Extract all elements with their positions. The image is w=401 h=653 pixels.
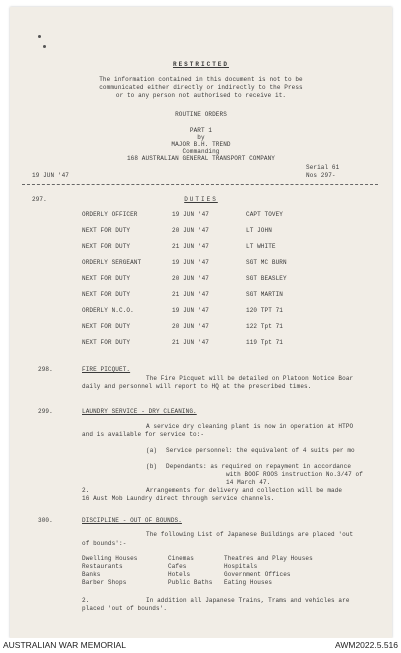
building-type: Theatres and Play Houses — [224, 555, 313, 562]
commanding-text: Commanding — [182, 148, 220, 155]
section-number: 299. — [38, 408, 53, 415]
paragraph-line: Service personnel: the equivalent of 4 suits per mo — [166, 447, 355, 454]
paragraph-line: 14 March 47. — [226, 479, 271, 486]
document-page — [10, 7, 392, 638]
notice-line: or to any person not authorised to receive it. — [115, 92, 287, 99]
duty-date: 19 JUN '47 — [172, 211, 210, 218]
section-number: 298. — [38, 366, 53, 373]
duty-date: 20 JUN '47 — [172, 275, 210, 282]
paragraph-line: daily and personnel will report to HQ at the prescribed times. — [82, 383, 312, 390]
section-title: DUTIES — [184, 196, 218, 203]
paragraph-line: 16 Aust Mob Laundry direct through service channels. — [82, 495, 275, 502]
duty-name: 120 TPT 71 — [246, 307, 284, 314]
duty-role: ORDERLY OFFICER — [82, 211, 138, 218]
paragraph-line: Dependants: as required on repayment in accordance — [166, 463, 352, 470]
section-title: FIRE PICQUET. — [82, 366, 131, 373]
duty-name: 122 Tpt 71 — [246, 323, 284, 330]
by-text: by — [197, 134, 205, 141]
order-date: 19 JUN '47 — [32, 172, 70, 179]
duty-name: SGT BEASLEY — [246, 275, 287, 282]
duty-role: NEXT FOR DUTY — [82, 227, 131, 234]
section-number: 300. — [38, 517, 53, 524]
section-title: DISCIPLINE - OUT OF BOUNDS. — [82, 517, 182, 524]
duty-name: 119 Tpt 71 — [246, 339, 284, 346]
building-type: Barber Shops — [82, 579, 127, 586]
duty-role: NEXT FOR DUTY — [82, 339, 131, 346]
duty-date: 19 JUN '47 — [172, 259, 210, 266]
serial-number: Serial 61 — [306, 164, 340, 171]
paragraph-line: with BOOF ROOS instruction No.3/47 of — [226, 471, 363, 478]
building-type: Cinemas — [168, 555, 194, 562]
building-type: Restaurants — [82, 563, 123, 570]
paragraph-line: placed 'out of bounds'. — [82, 605, 168, 612]
duty-name: CAPT TOVEY — [246, 211, 284, 218]
notice-line: communicated either directly or indirectly to the Press — [99, 84, 303, 91]
duty-date: 21 JUN '47 — [172, 339, 210, 346]
credit-institution: AUSTRALIAN WAR MEMORIAL — [3, 640, 126, 650]
separator-line — [22, 184, 378, 185]
punch-hole — [43, 45, 46, 48]
building-type: Eating Houses — [224, 579, 273, 586]
paragraph-line: A service dry cleaning plant is now in operation at HTPO — [146, 423, 354, 430]
part-number: PART 1 — [189, 127, 213, 134]
paragraph-line: The following List of Japanese Buildings are placed 'out — [146, 531, 354, 538]
duty-role: NEXT FOR DUTY — [82, 323, 131, 330]
duty-role: NEXT FOR DUTY — [82, 275, 131, 282]
duty-date: 21 JUN '47 — [172, 243, 210, 250]
paragraph-number: 2. — [82, 597, 90, 604]
duty-role: NEXT FOR DUTY — [82, 243, 131, 250]
duty-role: NEXT FOR DUTY — [82, 291, 131, 298]
duty-date: 21 JUN '47 — [172, 291, 210, 298]
paragraph-line: Arrangements for delivery and collection will be made — [146, 487, 343, 494]
paragraph-line: and is available for service to:- — [82, 431, 205, 438]
duty-name: SGT MARTIN — [246, 291, 284, 298]
building-type: Hotels — [168, 571, 191, 578]
duty-role: ORDERLY N.C.O. — [82, 307, 134, 314]
company-name: 168 AUSTRALIAN GENERAL TRANSPORT COMPANY — [126, 155, 276, 162]
notice-line: The information contained in this document is not to be — [99, 76, 303, 83]
credit-accession-number: AWM2022.5.516 — [335, 640, 398, 650]
punch-hole — [38, 35, 41, 38]
paragraph-number: 2. — [82, 487, 90, 494]
duty-role: ORDERLY SERGEANT — [82, 259, 142, 266]
duty-date: 19 JUN '47 — [172, 307, 210, 314]
duty-name: LT WHITE — [246, 243, 276, 250]
officer-name: MAJOR B.H. TREND — [171, 141, 231, 148]
duty-date: 20 JUN '47 — [172, 227, 210, 234]
building-type: Government Offices — [224, 571, 291, 578]
building-type: Banks — [82, 571, 101, 578]
paragraph-line: In addition all Japanese Trains, Trams and vehicles are — [146, 597, 350, 604]
duty-date: 20 JUN '47 — [172, 323, 210, 330]
section-title: LAUNDRY SERVICE - DRY CLEANING. — [82, 408, 197, 415]
item-label: (b) — [146, 463, 158, 470]
building-type: Hospitals — [224, 563, 258, 570]
section-number: 297. — [32, 196, 47, 203]
image-credit-bar — [0, 638, 401, 653]
building-type: Public Baths — [168, 579, 213, 586]
paragraph-line: The Fire Picquet will be detailed on Platoon Notice Boar — [146, 375, 354, 382]
duty-name: LT JOHN — [246, 227, 272, 234]
building-type: Cafes — [168, 563, 187, 570]
item-label: (a) — [146, 447, 158, 454]
routine-orders-heading: ROUTINE ORDERS — [175, 111, 227, 118]
paragraph-line: of bounds':- — [82, 540, 127, 547]
order-numbers: Nos 297- — [306, 172, 336, 179]
restricted-heading: RESTRICTED — [172, 61, 229, 68]
duty-name: SGT MC BURN — [246, 259, 287, 266]
building-type: Dwelling Houses — [82, 555, 138, 562]
